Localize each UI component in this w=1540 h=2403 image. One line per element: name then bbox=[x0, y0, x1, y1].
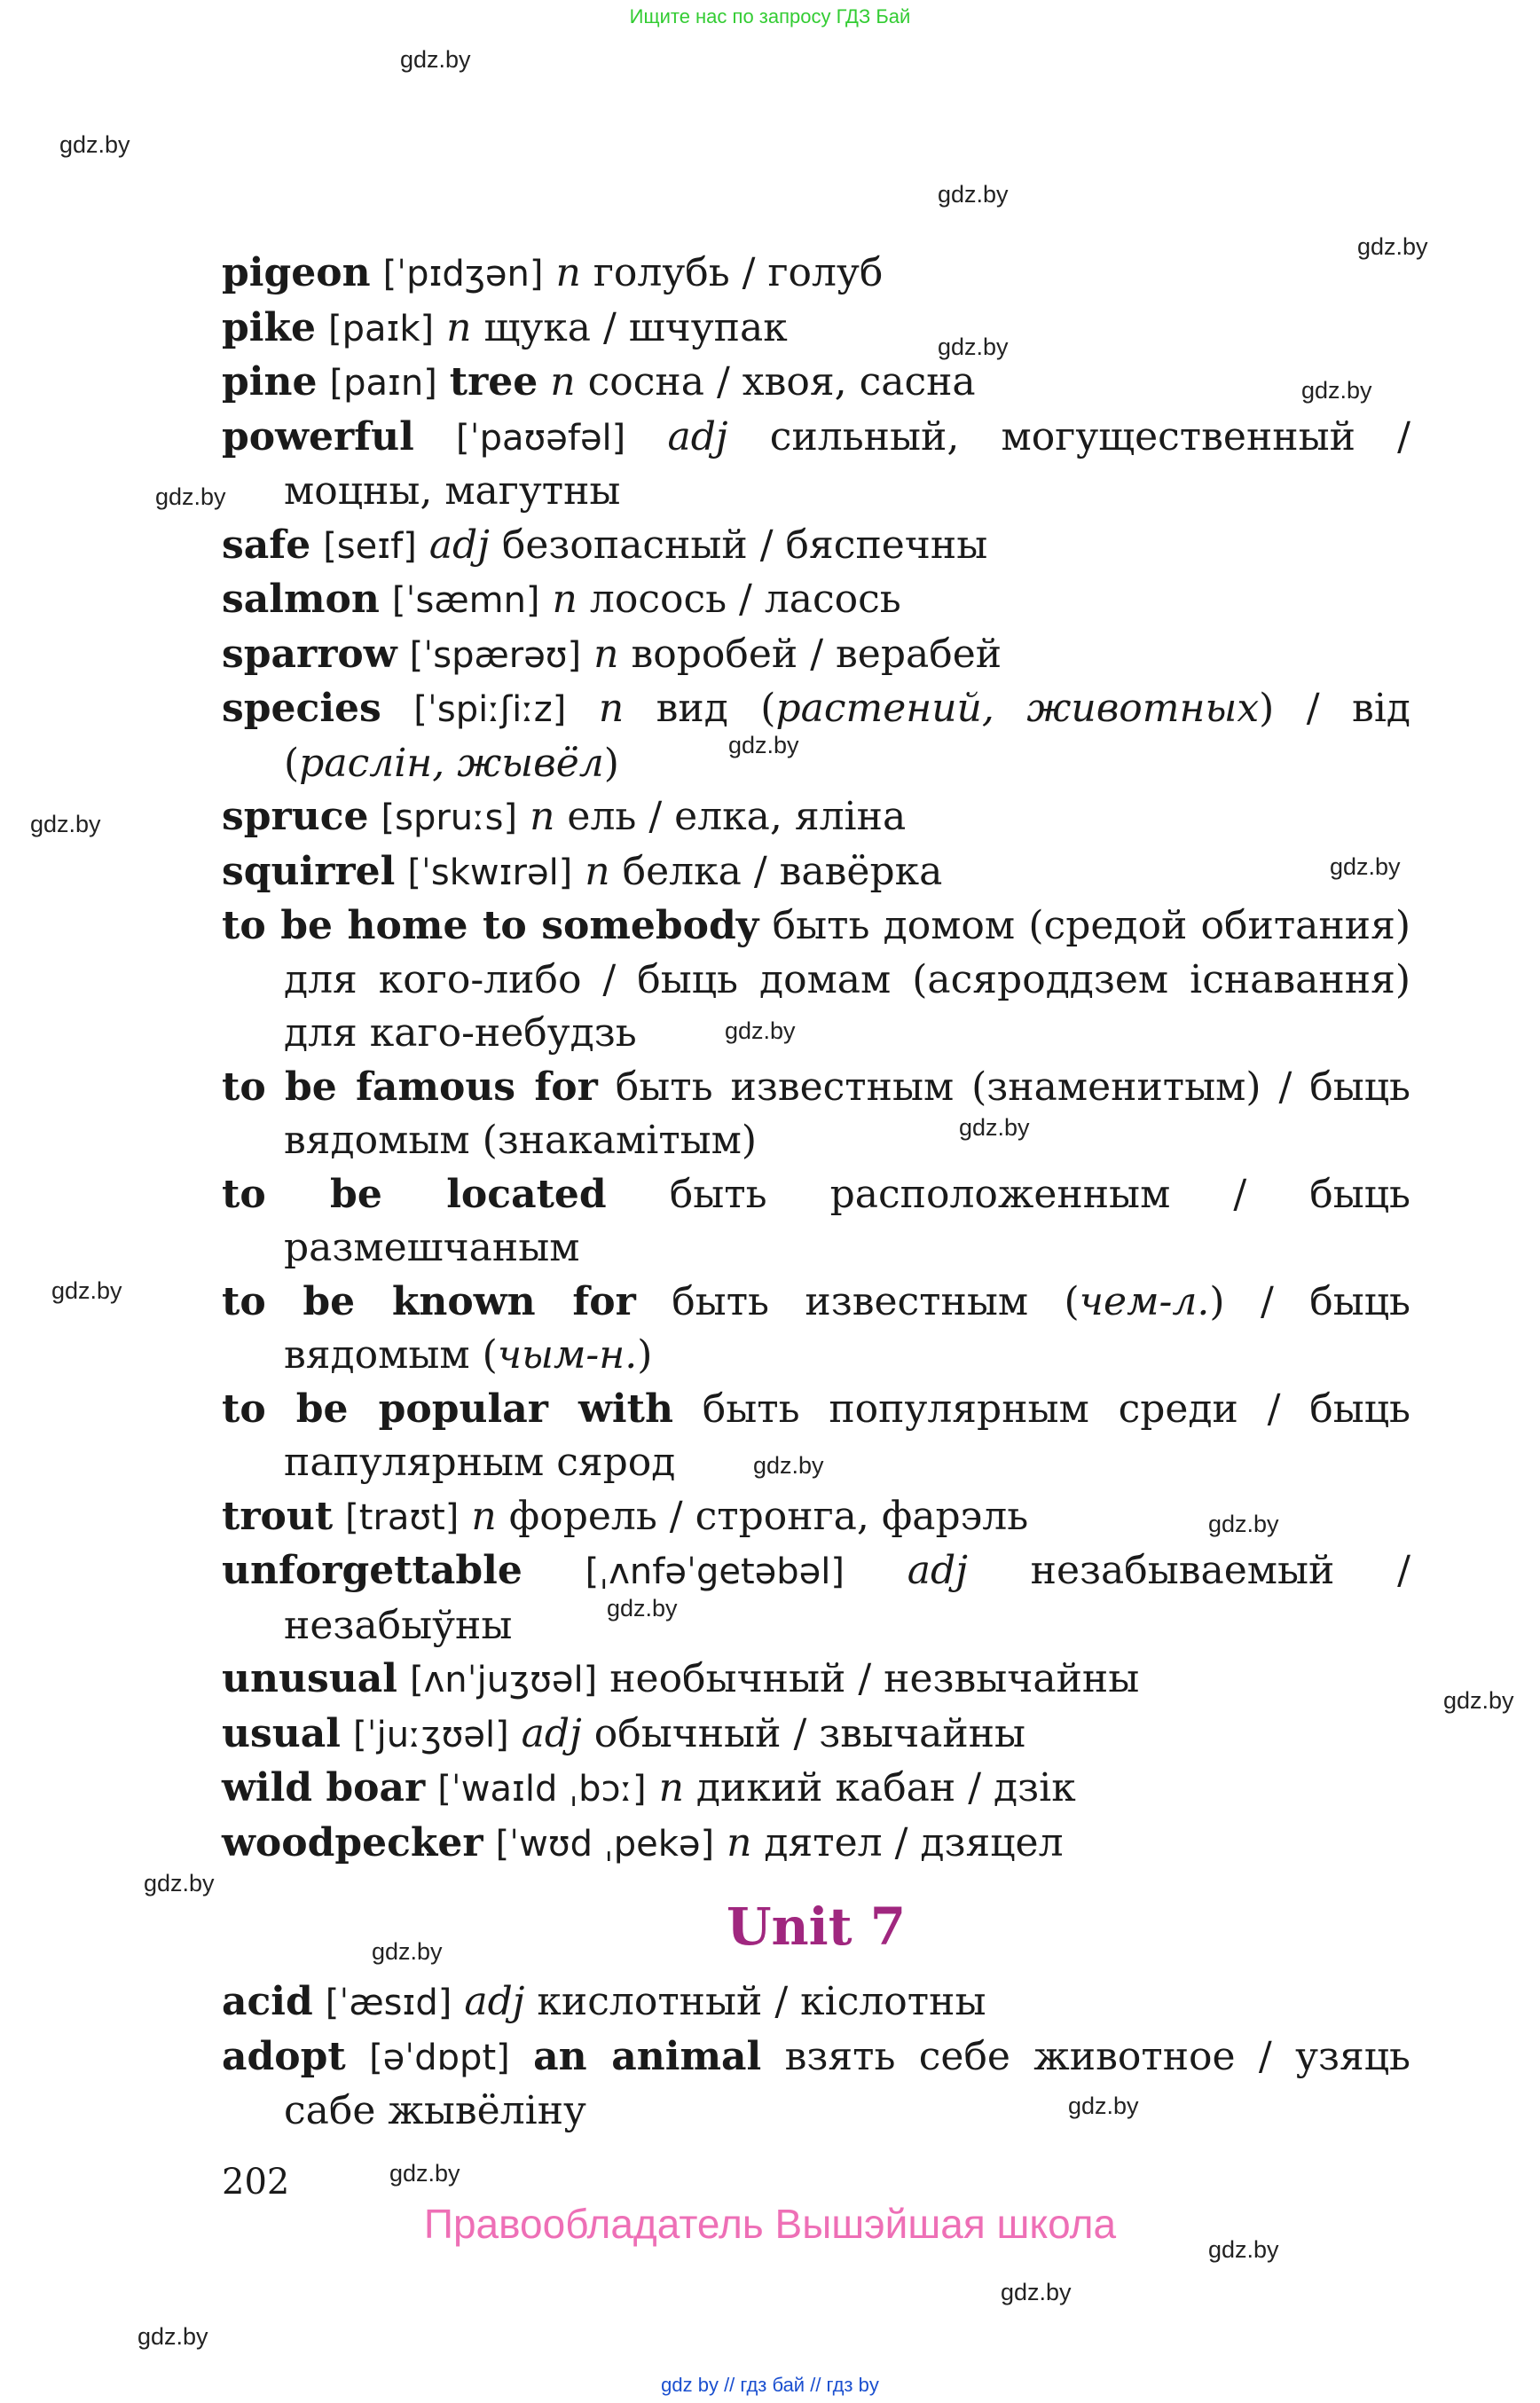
transcription: [ˈspærəʊ] bbox=[409, 634, 582, 676]
watermark: gdz.by bbox=[1001, 2279, 1072, 2305]
translation-italic: чым-н. bbox=[497, 1332, 638, 1378]
translation: быть расположенным / быць размешчаным bbox=[284, 1171, 1410, 1270]
entry-spruce bbox=[222, 790, 1410, 845]
translation: взять себе животное / узяць сабе жывёліну bbox=[284, 2033, 1410, 2133]
footer-links[interactable]: gdz by // гдз бай // гдз by bbox=[661, 2374, 879, 2396]
headword: species bbox=[222, 686, 381, 731]
part-of-speech: n bbox=[585, 848, 610, 894]
headword: to be known for bbox=[222, 1278, 636, 1324]
transcription: [ˈsæmn] bbox=[391, 580, 540, 621]
translation-italic: растений, животных bbox=[775, 686, 1260, 731]
entry-usual bbox=[222, 1708, 1410, 1763]
transcription: [ˈspiːʃiːz] bbox=[413, 689, 567, 730]
watermark: gdz.by bbox=[753, 1452, 824, 1479]
translation-part: ) bbox=[637, 1332, 653, 1378]
unit-heading: Unit 7 bbox=[726, 1896, 907, 1957]
headword: unforgettable bbox=[222, 1548, 522, 1593]
watermark: gdz.by bbox=[1357, 233, 1428, 260]
watermark: gdz.by bbox=[138, 2323, 208, 2350]
entry-trout bbox=[222, 1490, 1410, 1545]
transcription: [ˈwʊd ˌpekə] bbox=[495, 1823, 715, 1865]
entry-woodpecker bbox=[222, 1817, 1410, 1872]
watermark: gdz.by bbox=[938, 334, 1009, 360]
headword: usual bbox=[222, 1710, 341, 1756]
watermark: gdz.by bbox=[1068, 2093, 1139, 2119]
headword: unusual bbox=[222, 1656, 397, 1701]
part-of-speech: adj bbox=[521, 1710, 582, 1756]
translation: быть домом (средой обитания) для кого-либо / быць домам (асяроддзем існавання) для каго-небудзь bbox=[284, 903, 1410, 1056]
transcription: [ˈpɪdʒən] bbox=[382, 254, 544, 294]
headword: spruce bbox=[222, 794, 369, 839]
watermark: gdz.by bbox=[959, 1114, 1030, 1141]
translation: безопасный / бяспечны bbox=[501, 522, 988, 568]
translation: дятел / дзяцел bbox=[764, 1819, 1064, 1865]
translation-part: ) bbox=[603, 740, 619, 786]
transcription: [paɪk] bbox=[327, 308, 435, 349]
headword: woodpecker bbox=[222, 1819, 483, 1865]
part-of-speech: n bbox=[593, 631, 619, 677]
part-of-speech: n bbox=[727, 1819, 752, 1865]
translation: быть известным (знаменитым) / быць вядомым (знакамітым) bbox=[284, 1064, 1410, 1163]
headword: to be located bbox=[222, 1171, 607, 1217]
transcription: [ʌnˈjuʒʊəl] bbox=[409, 1660, 598, 1700]
transcription: [ˈjuːʒʊəl] bbox=[352, 1714, 509, 1755]
part-of-speech: n bbox=[552, 577, 578, 622]
headword-continued: an animal bbox=[533, 2033, 762, 2079]
transcription: [spruːs] bbox=[381, 797, 518, 838]
entry-pine-tree bbox=[222, 356, 1410, 411]
transcription: [əˈdɒpt] bbox=[369, 2037, 510, 2078]
watermark: gdz.by bbox=[400, 46, 471, 73]
translation: сильный, могущественный / моцны, магутны bbox=[284, 413, 1410, 514]
translation: воробей / верабей bbox=[631, 631, 1002, 677]
headword: powerful bbox=[222, 413, 414, 459]
headword: to be famous for bbox=[222, 1064, 598, 1110]
headword: acid bbox=[222, 1979, 313, 2024]
translation-part: вид ( bbox=[656, 686, 776, 731]
headword: salmon bbox=[222, 577, 380, 622]
headword: to be popular with bbox=[222, 1386, 673, 1432]
headword: to be home to somebody bbox=[222, 903, 759, 948]
watermark: gdz.by bbox=[155, 483, 226, 510]
entry-squirrel bbox=[222, 845, 1410, 900]
entry-pike bbox=[222, 302, 1410, 357]
translation: голубь / голуб bbox=[593, 250, 884, 295]
watermark: gdz.by bbox=[1443, 1687, 1514, 1714]
transcription: [seɪf] bbox=[323, 525, 417, 567]
watermark: gdz.by bbox=[144, 1870, 215, 1896]
translation: обычный / звычайны bbox=[593, 1710, 1026, 1756]
part-of-speech: n bbox=[550, 359, 576, 404]
glossary bbox=[222, 247, 1410, 2139]
headword: trout bbox=[222, 1493, 334, 1539]
translation: форель / стронга, фарэль bbox=[508, 1493, 1029, 1539]
part-of-speech: adj bbox=[428, 522, 490, 568]
translation-italic: раслін, жывёл bbox=[299, 740, 604, 786]
watermark: gdz.by bbox=[725, 1017, 796, 1044]
translation: незабываемый / незабыўны bbox=[284, 1548, 1410, 1648]
entry-unforgettable bbox=[222, 1544, 1410, 1653]
part-of-speech: n bbox=[658, 1765, 684, 1810]
watermark: gdz.by bbox=[1301, 377, 1372, 404]
headword-continued: tree bbox=[449, 359, 538, 404]
entry-to-be-famous-for bbox=[222, 1061, 1410, 1168]
translation: лосось / ласось bbox=[589, 577, 901, 622]
watermark: gdz.by bbox=[607, 1595, 678, 1622]
part-of-speech: n bbox=[446, 304, 472, 350]
translation-part: ) / быць вядомым ( bbox=[284, 1278, 1410, 1378]
transcription: [ˈwaɪld ˌbɔː] bbox=[437, 1769, 647, 1810]
translation: необычный / незвычайны bbox=[609, 1656, 1140, 1701]
headword: sparrow bbox=[222, 631, 397, 677]
headword: squirrel bbox=[222, 848, 396, 894]
watermark: gdz.by bbox=[59, 131, 130, 158]
page-number: 202 bbox=[222, 2162, 290, 2203]
translation-part: быть известным ( bbox=[672, 1278, 1080, 1324]
translation-italic: чем-л. bbox=[1079, 1278, 1210, 1324]
entry-powerful bbox=[222, 411, 1410, 519]
translation-part: ) / від ( bbox=[284, 686, 1410, 786]
translation: дикий кабан / дзік bbox=[695, 1765, 1076, 1810]
watermark: gdz.by bbox=[1208, 2236, 1279, 2263]
entry-salmon bbox=[222, 573, 1410, 628]
transcription: [paɪn] bbox=[329, 363, 437, 404]
entry-to-be-popular-with bbox=[222, 1383, 1410, 1490]
entry-acid bbox=[222, 1975, 1410, 2030]
entry-wild-boar bbox=[222, 1762, 1410, 1817]
transcription: [ˌʌnfəˈgetəbəl] bbox=[585, 1551, 845, 1592]
translation: щука / шчупак bbox=[483, 304, 788, 350]
part-of-speech: n bbox=[598, 686, 625, 731]
part-of-speech: adj bbox=[464, 1979, 525, 2024]
translation: ель / елка, яліна bbox=[567, 794, 907, 839]
top-banner[interactable]: Ищите нас по запросу ГДЗ Бай bbox=[629, 5, 911, 27]
transcription: [ˈæsɪd] bbox=[325, 1983, 452, 2023]
copyright-notice: Правообладатель Вышэйшая школа bbox=[423, 2201, 1117, 2247]
entry-pigeon bbox=[222, 247, 1410, 302]
part-of-speech: n bbox=[555, 250, 581, 295]
entry-unusual bbox=[222, 1653, 1410, 1708]
transcription: [ˈskwɪrəl] bbox=[407, 852, 573, 893]
transcription: [ˈpaʊəfəl] bbox=[456, 417, 626, 459]
part-of-speech: n bbox=[471, 1493, 497, 1539]
watermark: gdz.by bbox=[30, 811, 101, 837]
entry-species bbox=[222, 682, 1410, 790]
entry-to-be-known-for bbox=[222, 1276, 1410, 1383]
watermark: gdz.by bbox=[1330, 853, 1401, 880]
entry-sparrow bbox=[222, 628, 1410, 683]
translation: кислотный / кіслотны bbox=[537, 1979, 986, 2024]
headword: adopt bbox=[222, 2033, 346, 2079]
headword: safe bbox=[222, 522, 311, 568]
headword: pigeon bbox=[222, 250, 371, 295]
headword: pine bbox=[222, 359, 318, 404]
headword: pike bbox=[222, 304, 316, 350]
watermark: gdz.by bbox=[389, 2160, 460, 2187]
entry-adopt-an-animal bbox=[222, 2030, 1410, 2139]
part-of-speech: n bbox=[530, 794, 555, 839]
translation: белка / вавёрка bbox=[622, 848, 943, 894]
translation: сосна / хвоя, сасна bbox=[587, 359, 976, 404]
translation: быть популярным среди / быць папулярным сярод bbox=[284, 1386, 1410, 1485]
entry-to-be-located bbox=[222, 1168, 1410, 1276]
watermark: gdz.by bbox=[728, 732, 799, 758]
part-of-speech: adj bbox=[907, 1548, 968, 1593]
headword: wild boar bbox=[222, 1765, 426, 1810]
watermark: gdz.by bbox=[938, 181, 1009, 208]
part-of-speech: adj bbox=[667, 413, 728, 459]
transcription: [traʊt] bbox=[345, 1496, 460, 1538]
watermark: gdz.by bbox=[1208, 1511, 1279, 1537]
entry-to-be-home-to-somebody bbox=[222, 899, 1410, 1061]
watermark: gdz.by bbox=[372, 1938, 443, 1965]
watermark: gdz.by bbox=[51, 1277, 122, 1304]
entry-safe bbox=[222, 519, 1410, 574]
